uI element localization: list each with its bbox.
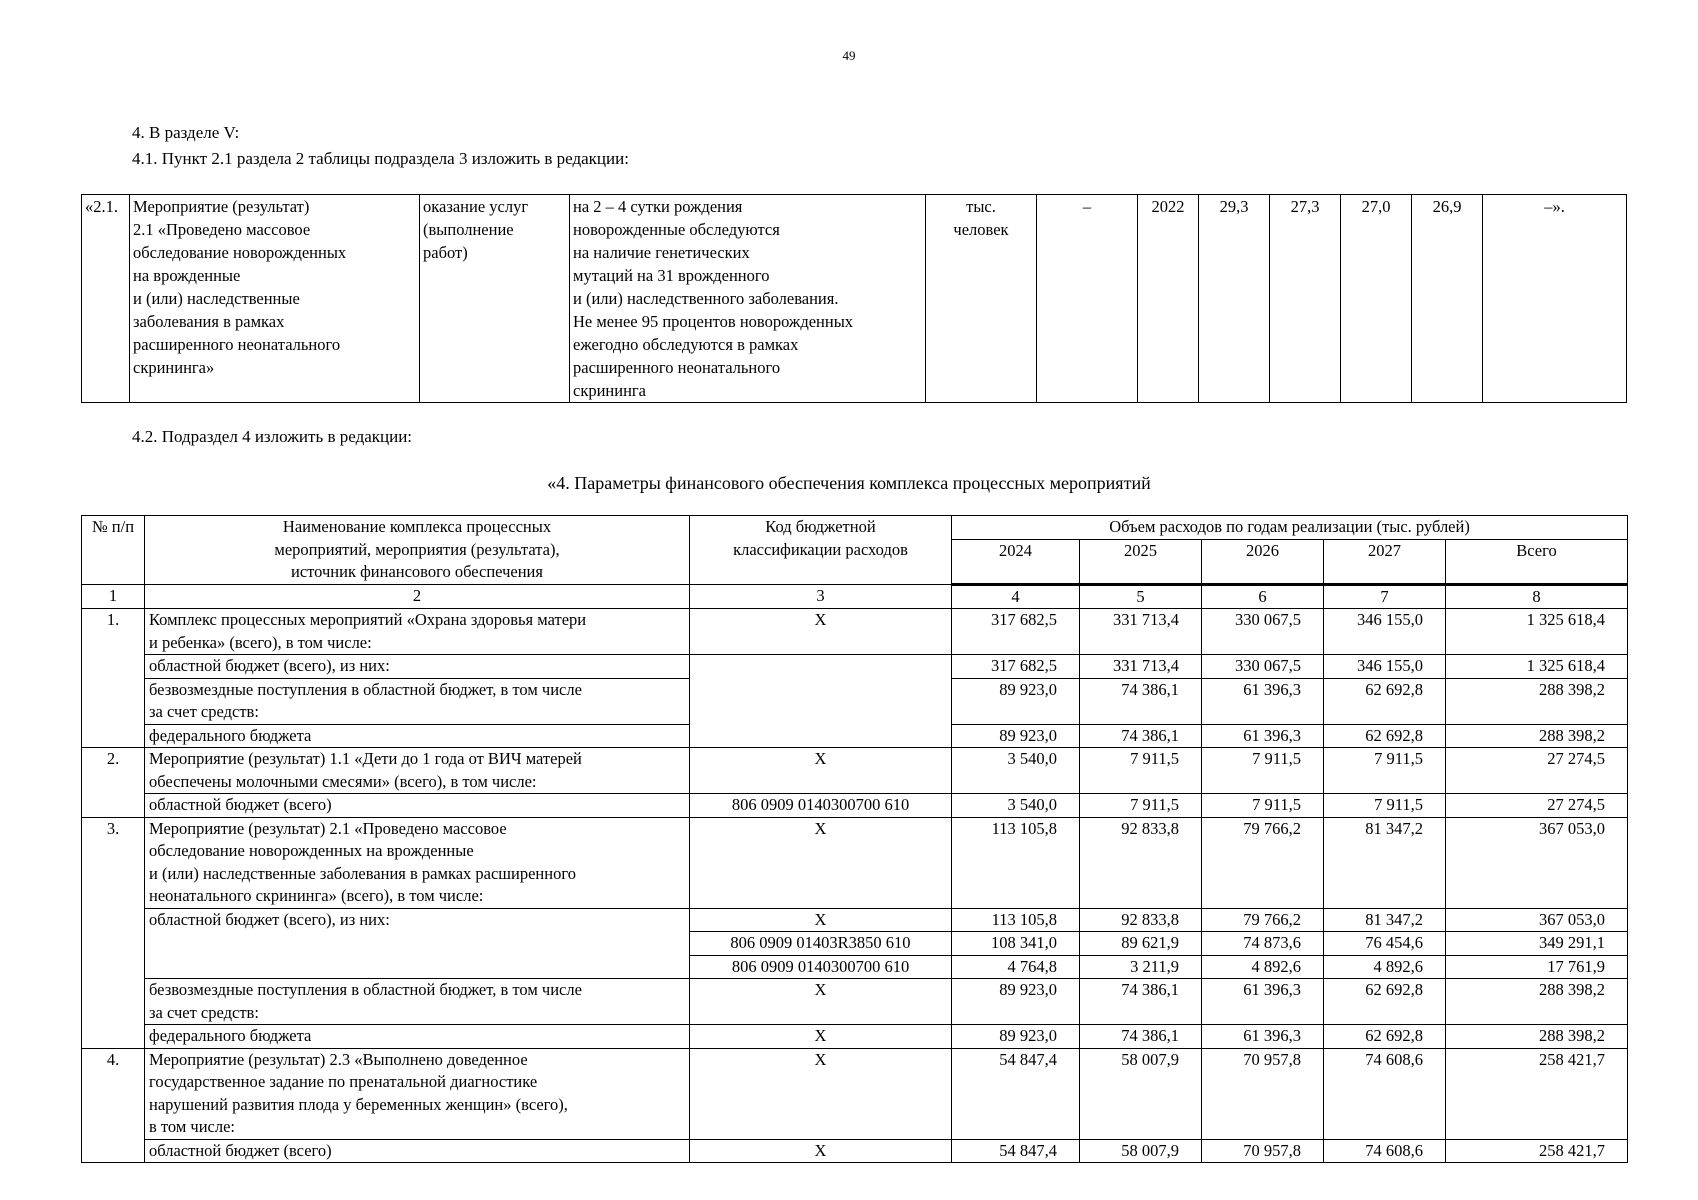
row21-value-4: 26,9 xyxy=(1412,195,1483,403)
text-line: Не менее 95 процентов новорожденных xyxy=(573,312,854,331)
value-total: 27 274,5 xyxy=(1446,748,1628,794)
row-2-1-table xyxy=(81,194,1627,403)
value-total: 1 325 618,4 xyxy=(1446,609,1628,655)
row21-name xyxy=(130,195,420,403)
row-name xyxy=(145,1025,690,1049)
value-year: 62 692,8 xyxy=(1324,724,1446,748)
value-year: 81 347,2 xyxy=(1324,817,1446,908)
header-num: № п/п xyxy=(82,516,145,585)
text-line: за счет средств: xyxy=(149,1002,259,1022)
text-line: и (или) наследственные xyxy=(133,289,300,308)
value-year: 331 713,4 xyxy=(1080,655,1202,679)
text-line: и ребенка» (всего), в том числе: xyxy=(149,632,372,652)
table-row xyxy=(82,908,1628,932)
text-line: Мероприятие (результат) xyxy=(133,197,310,216)
row21-base-year: 2022 xyxy=(1138,195,1199,403)
value-year: 54 847,4 xyxy=(952,1139,1080,1163)
row-name xyxy=(145,724,690,748)
value-year: 108 341,0 xyxy=(952,932,1080,956)
text-line: источник финансового обеспечения xyxy=(291,562,543,581)
col-number-8: 8 xyxy=(1446,584,1628,609)
budget-code: X xyxy=(690,1025,952,1049)
value-year: 4 892,6 xyxy=(1324,955,1446,979)
value-total: 1 325 618,4 xyxy=(1446,655,1628,679)
row-name xyxy=(145,655,690,679)
value-total: 258 421,7 xyxy=(1446,1048,1628,1139)
value-total: 367 053,0 xyxy=(1446,817,1628,908)
value-year: 76 454,6 xyxy=(1324,932,1446,956)
budget-code: X xyxy=(690,1139,952,1163)
row21-description xyxy=(570,195,926,403)
value-year: 61 396,3 xyxy=(1202,724,1324,748)
value-year: 317 682,5 xyxy=(952,609,1080,655)
value-year: 89 923,0 xyxy=(952,678,1080,724)
value-year: 74 608,6 xyxy=(1324,1139,1446,1163)
row-number: 3. xyxy=(82,817,145,1048)
value-year: 331 713,4 xyxy=(1080,609,1202,655)
text-line: ежегодно обследуются в рамках xyxy=(573,335,799,354)
table-row xyxy=(82,1139,1628,1163)
table-row xyxy=(82,655,1628,679)
text-line: государственное задание по пренатальной диагностике xyxy=(149,1072,538,1091)
text-line: Мероприятие (результат) 1.1 «Дети до 1 года от ВИЧ матерей xyxy=(149,749,582,768)
table-row xyxy=(82,794,1628,818)
text-line: Комплекс процессных мероприятий «Охрана здоровья матери xyxy=(149,610,587,629)
text-line: областной бюджет (всего), из них: xyxy=(149,656,390,675)
value-year: 58 007,9 xyxy=(1080,1139,1202,1163)
row-name xyxy=(145,908,690,979)
text-line: областной бюджет (всего) xyxy=(149,795,332,814)
value-year: 58 007,9 xyxy=(1080,1048,1202,1139)
text-line: скрининга xyxy=(573,381,647,400)
value-year: 89 923,0 xyxy=(952,724,1080,748)
value-total: 17 761,9 xyxy=(1446,955,1628,979)
text-line: за счет средств: xyxy=(149,702,259,721)
text-line: (выполнение xyxy=(423,220,514,239)
value-total: 288 398,2 xyxy=(1446,1025,1628,1049)
text-line: новорожденные обследуются xyxy=(573,220,780,239)
row21-value-2: 27,3 xyxy=(1270,195,1341,403)
value-total: 349 291,1 xyxy=(1446,932,1628,956)
value-year: 70 957,8 xyxy=(1202,1139,1324,1163)
row21-type xyxy=(420,195,570,403)
value-year: 3 211,9 xyxy=(1080,955,1202,979)
text-line: заболевания в рамках xyxy=(133,312,285,331)
row21-value-3: 27,0 xyxy=(1341,195,1412,403)
row21-num: «2.1. xyxy=(82,195,130,403)
text-line: 2.1 «Проведено массовое xyxy=(133,220,311,239)
text-line: неонатального скрининга» (всего), в том числе: xyxy=(149,886,484,905)
row21-value-1: 29,3 xyxy=(1199,195,1270,403)
value-year: 330 067,5 xyxy=(1202,609,1324,655)
row-number: 1. xyxy=(82,609,145,748)
row21-unit xyxy=(926,195,1037,403)
value-year: 4 764,8 xyxy=(952,955,1080,979)
value-year: 7 911,5 xyxy=(1324,794,1446,818)
header-year-2025: 2025 xyxy=(1080,539,1202,584)
page-number: 49 xyxy=(842,48,856,63)
table-row xyxy=(82,1025,1628,1049)
value-year: 89 923,0 xyxy=(952,979,1080,1025)
value-year: 61 396,3 xyxy=(1202,979,1324,1025)
text-line: Наименование комплекса процессных xyxy=(282,517,552,536)
value-year: 54 847,4 xyxy=(952,1048,1080,1139)
value-year: 61 396,3 xyxy=(1202,678,1324,724)
text-line: расширенного неонатального xyxy=(573,358,781,377)
row-name xyxy=(145,609,690,655)
value-year: 74 386,1 xyxy=(1080,979,1202,1025)
text-line: на наличие генетических xyxy=(573,243,750,262)
value-year: 81 347,2 xyxy=(1324,908,1446,932)
value-year: 346 155,0 xyxy=(1324,609,1446,655)
value-year: 113 105,8 xyxy=(952,908,1080,932)
text-line: федерального бюджета xyxy=(149,1026,312,1045)
value-year: 92 833,8 xyxy=(1080,908,1202,932)
col-number-1: 1 xyxy=(82,584,145,609)
table-row xyxy=(82,1048,1628,1139)
col-number-5: 5 xyxy=(1080,584,1202,609)
value-year: 89 621,9 xyxy=(1080,932,1202,956)
text-line: обследование новорожденных xyxy=(133,243,347,262)
text-line: Мероприятие (результат) 2.3 «Выполнено доведенное xyxy=(149,1049,528,1069)
financial-table xyxy=(81,515,1628,1163)
text-line: и (или) наследственные заболевания в рамках расширенного xyxy=(149,863,576,883)
value-year: 62 692,8 xyxy=(1324,1025,1446,1049)
value-year: 317 682,5 xyxy=(952,655,1080,679)
paragraph-item-4-1: 4.1. Пункт 2.1 раздела 2 таблицы подраздела 3 изложить в редакции: xyxy=(132,149,629,168)
text-line: нарушений развития плода у беременных женщин» (всего), xyxy=(149,1094,568,1114)
value-year: 3 540,0 xyxy=(952,748,1080,794)
header-year-2024: 2024 xyxy=(952,539,1080,584)
budget-code: X xyxy=(690,1048,952,1139)
row-name xyxy=(145,1139,690,1163)
text-line: областной бюджет (всего), из них: xyxy=(149,909,390,929)
value-year: 92 833,8 xyxy=(1080,817,1202,908)
text-line: Мероприятие (результат) 2.1 «Проведено массовое xyxy=(149,818,507,838)
text-line: работ) xyxy=(423,243,468,262)
value-year: 89 923,0 xyxy=(952,1025,1080,1049)
table-row xyxy=(82,748,1628,794)
header-total: Всего xyxy=(1446,539,1628,584)
table-row xyxy=(82,609,1628,655)
text-line: обследование новорожденных на врожденные xyxy=(149,841,474,860)
value-year: 7 911,5 xyxy=(1202,794,1324,818)
value-total: 258 421,7 xyxy=(1446,1139,1628,1163)
text-line: расширенного неонатального xyxy=(133,335,341,354)
text-line: мутаций на 31 врожденного xyxy=(573,266,770,285)
budget-code: 806 0909 01403R3850 610 xyxy=(690,932,952,956)
section-title: «4. Параметры финансового обеспечения комплекса процессных мероприятий xyxy=(547,473,1151,493)
value-year: 74 873,6 xyxy=(1202,932,1324,956)
value-total: 27 274,5 xyxy=(1446,794,1628,818)
budget-code: X xyxy=(690,979,952,1025)
col-number-4: 4 xyxy=(952,584,1080,609)
header-year-2026: 2026 xyxy=(1202,539,1324,584)
row21-end: –». xyxy=(1483,195,1627,403)
header-code xyxy=(690,516,952,585)
col-number-7: 7 xyxy=(1324,584,1446,609)
budget-code: X xyxy=(690,908,952,932)
value-year: 7 911,5 xyxy=(1202,748,1324,794)
value-total: 288 398,2 xyxy=(1446,724,1628,748)
header-year-2027: 2027 xyxy=(1324,539,1446,584)
table-row xyxy=(82,817,1628,908)
row-name xyxy=(145,794,690,818)
value-year: 74 386,1 xyxy=(1080,1025,1202,1049)
text-line: мероприятий, мероприятия (результата), xyxy=(274,539,560,559)
text-line: безвозмездные поступления в областной бюджет, в том числе xyxy=(149,980,582,999)
value-year: 79 766,2 xyxy=(1202,908,1324,932)
text-line: и (или) наследственного заболевания. xyxy=(573,289,839,308)
col-number-3: 3 xyxy=(690,584,952,609)
value-total: 288 398,2 xyxy=(1446,678,1628,724)
value-total: 288 398,2 xyxy=(1446,979,1628,1025)
value-year: 70 957,8 xyxy=(1202,1048,1324,1139)
value-year: 7 911,5 xyxy=(1080,794,1202,818)
value-year: 330 067,5 xyxy=(1202,655,1324,679)
text-line: федерального бюджета xyxy=(149,725,312,745)
budget-code xyxy=(690,655,952,748)
col-number-6: 6 xyxy=(1202,584,1324,609)
row-name xyxy=(145,1048,690,1139)
row21-base-value: – xyxy=(1037,195,1138,403)
paragraph-item-4-2: 4.2. Подраздел 4 изложить в редакции: xyxy=(132,427,413,446)
col-number-2: 2 xyxy=(145,584,690,609)
value-year: 74 386,1 xyxy=(1080,678,1202,724)
header-volume: Объем расходов по годам реализации (тыс. рублей) xyxy=(952,516,1628,540)
value-year: 3 540,0 xyxy=(952,794,1080,818)
text-line: классификации расходов xyxy=(733,539,908,559)
value-year: 113 105,8 xyxy=(952,817,1080,908)
row-name xyxy=(145,748,690,794)
text-line: тыс. xyxy=(966,197,996,216)
paragraph-section-v: 4. В разделе V: xyxy=(132,123,240,142)
text-line: скрининга» xyxy=(133,358,215,377)
budget-code: X xyxy=(690,609,952,655)
row-name xyxy=(145,979,690,1025)
text-line: областной бюджет (всего) xyxy=(149,1140,332,1160)
value-year: 74 608,6 xyxy=(1324,1048,1446,1139)
value-year: 61 396,3 xyxy=(1202,1025,1324,1049)
text-line: человек xyxy=(953,220,1009,239)
budget-code: X xyxy=(690,748,952,794)
value-year: 7 911,5 xyxy=(1080,748,1202,794)
text-line: на врожденные xyxy=(133,266,241,285)
text-line: оказание услуг xyxy=(423,197,529,216)
value-year: 62 692,8 xyxy=(1324,678,1446,724)
row-name xyxy=(145,817,690,908)
value-year: 62 692,8 xyxy=(1324,979,1446,1025)
budget-code: 806 0909 0140300700 610 xyxy=(690,955,952,979)
text-line: Код бюджетной xyxy=(765,517,876,536)
value-year: 74 386,1 xyxy=(1080,724,1202,748)
value-year: 4 892,6 xyxy=(1202,955,1324,979)
text-line: безвозмездные поступления в областной бюджет, в том числе xyxy=(149,679,582,699)
value-total: 367 053,0 xyxy=(1446,908,1628,932)
value-year: 79 766,2 xyxy=(1202,817,1324,908)
budget-code: X xyxy=(690,817,952,908)
row-number: 4. xyxy=(82,1048,145,1163)
text-line: обеспечены молочными смесями» (всего), в том числе: xyxy=(149,771,537,791)
text-line: на 2 – 4 сутки рождения xyxy=(573,197,743,216)
budget-code: 806 0909 0140300700 610 xyxy=(690,794,952,818)
table-row xyxy=(82,979,1628,1025)
text-line: в том числе: xyxy=(149,1117,236,1136)
row-number: 2. xyxy=(82,748,145,818)
row-name xyxy=(145,678,690,724)
value-year: 7 911,5 xyxy=(1324,748,1446,794)
value-year: 346 155,0 xyxy=(1324,655,1446,679)
header-name xyxy=(145,516,690,585)
